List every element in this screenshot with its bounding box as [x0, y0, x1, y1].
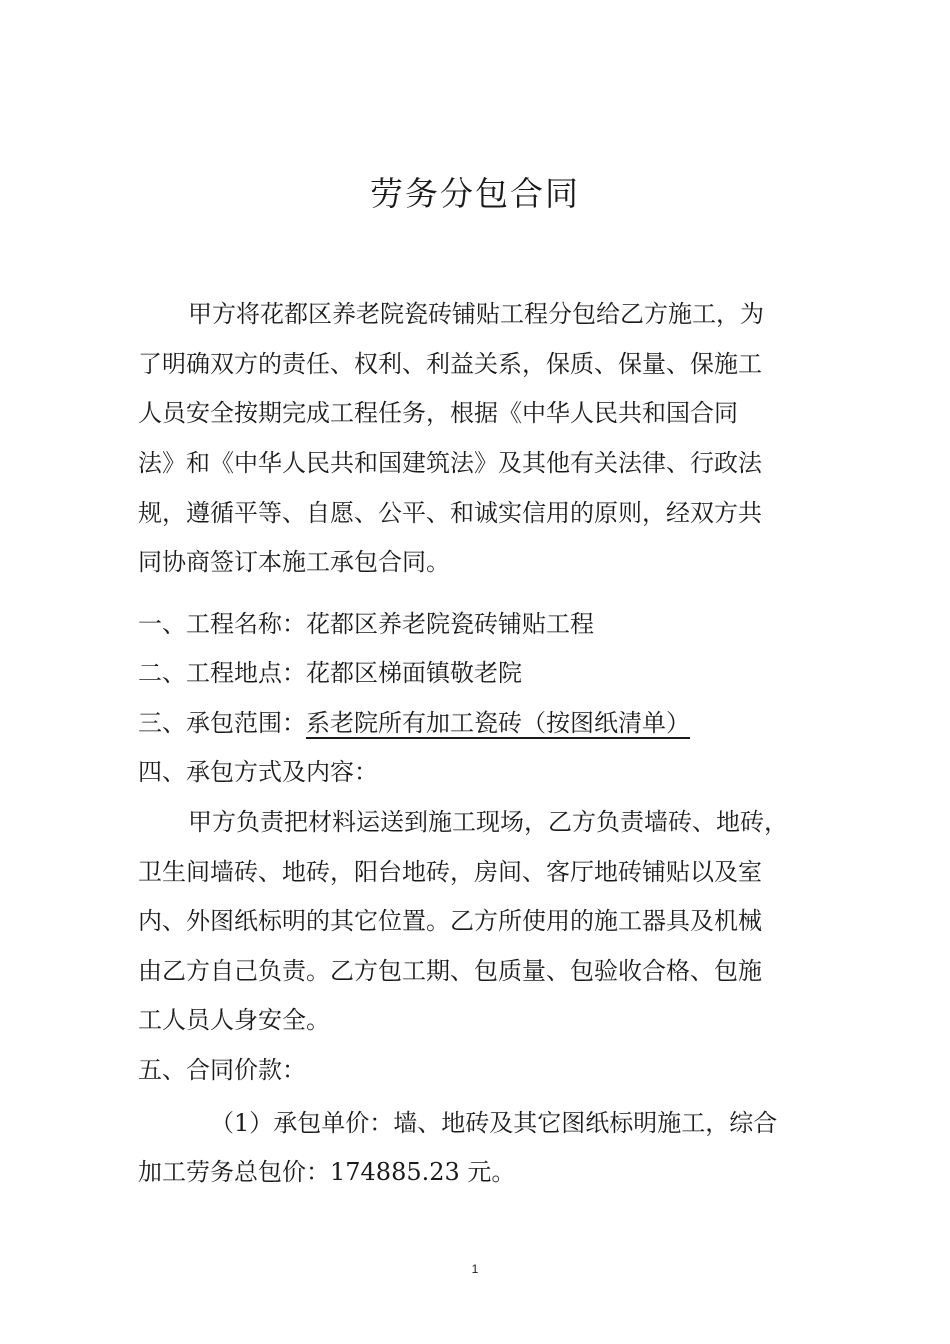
price-line-1: （1）承包单价：墙、地砖及其它图纸标明施工，综合 [210, 1109, 778, 1137]
scope-line-5: 工人员人身安全。 [138, 1006, 330, 1034]
clause-contract-method: 四、承包方式及内容： [138, 758, 378, 786]
preamble-line-4: 法》和《中华人民共和国建筑法》及其他有关法律、行政法 [138, 449, 762, 477]
preamble-line-3: 人员安全按期完成工程任务，根据《中华人民共和国合同 [138, 399, 738, 427]
clause-price-heading: 五、合同价款： [138, 1056, 306, 1084]
page-title: 劳务分包合同 [370, 174, 580, 213]
preamble-line-5: 规，遵循平等、自愿、公平、和诚实信用的原则，经双方共 [138, 499, 762, 527]
preamble-line-1: 甲方将花都区养老院瓷砖铺贴工程分包给乙方施工，为 [188, 300, 764, 328]
scope-line-2: 卫生间墙砖、地砖，阳台地砖，房间、客厅地砖铺贴以及室 [138, 858, 762, 886]
clause-scope [138, 707, 690, 739]
scope-line-3: 内、外图纸标明的其它位置。乙方所使用的施工器具及机械 [138, 907, 762, 935]
clause-project-name: 一、工程名称：花都区养老院瓷砖铺贴工程 [138, 610, 594, 638]
clause-scope-value: 系老院所有加工瓷砖（按图纸清单） [306, 709, 690, 737]
price-line-2: 加工劳务总包价：174885.23 元。 [138, 1158, 516, 1186]
page-number: 1 [471, 1262, 479, 1276]
clause-scope-label: 三、承包范围： [138, 709, 306, 737]
clause-project-location: 二、工程地点：花都区梯面镇敬老院 [138, 659, 522, 687]
scope-line-4: 由乙方自己负责。乙方包工期、包质量、包验收合格、包施 [138, 957, 762, 985]
scope-line-1: 甲方负责把材料运送到施工现场，乙方负责墙砖、地砖， [188, 808, 788, 836]
preamble-line-2: 了明确双方的责任、权利、利益关系，保质、保量、保施工 [138, 350, 762, 378]
preamble-line-6: 同协商签订本施工承包合同。 [138, 548, 450, 576]
